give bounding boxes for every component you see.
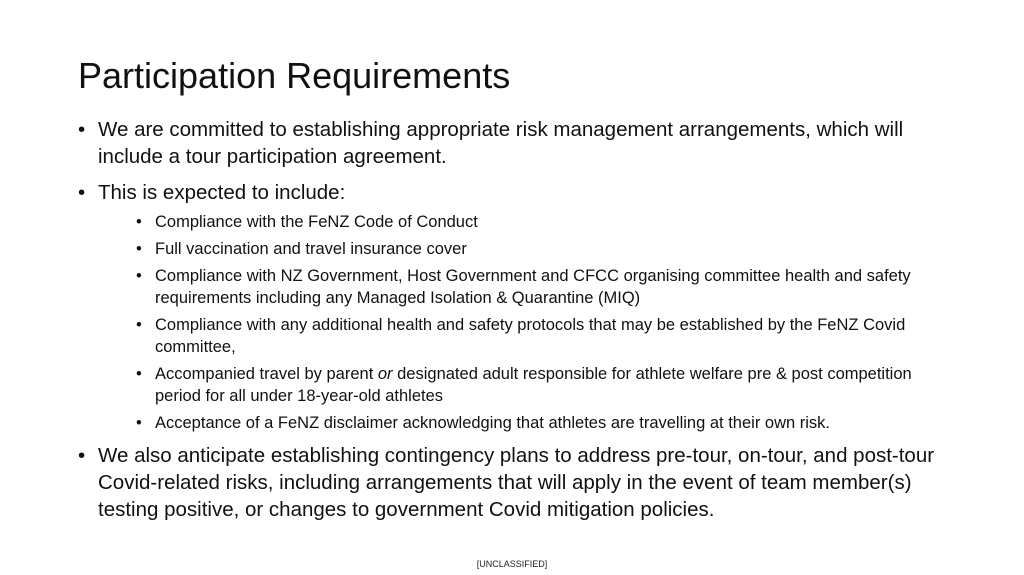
bullet-icon: • bbox=[78, 444, 86, 467]
bullet-text: We also anticipate establishing contingency plans to address pre-tour, on-tour, and post-tour Covid-related risks, including arrangements that will apply in the event of team member(s) testing positive, or changes to government Covid mitigation policies. bbox=[98, 444, 935, 521]
bullet-icon: • bbox=[78, 118, 86, 141]
bullet-icon: • bbox=[136, 267, 142, 285]
bullet-icon: • bbox=[136, 240, 142, 258]
sub-bullet-text: Compliance with NZ Government, Host Government and CFCC organising committee health and safety requirements including any Managed Isolation & Quarantine (MIQ) bbox=[155, 267, 911, 307]
sub-bullet-text-part: designated adult responsible for athlete welfare pre & post competition period for all under 18-year-old athletes bbox=[155, 365, 912, 405]
bullet-icon: • bbox=[136, 414, 142, 432]
bullet-icon: • bbox=[136, 365, 142, 383]
sub-bullet-item bbox=[98, 363, 955, 407]
bullet-icon: • bbox=[136, 213, 142, 231]
sub-bullet-text: Compliance with any additional health and safety protocols that may be established by the FeNZ Covid committee, bbox=[155, 316, 906, 356]
bullet-item-contingency bbox=[78, 442, 958, 523]
sub-bullet-list bbox=[98, 211, 958, 434]
sub-bullet-text: Acceptance of a FeNZ disclaimer acknowledging that athletes are travelling at their own risk. bbox=[155, 414, 830, 432]
bullet-item-expected bbox=[78, 179, 958, 434]
bullet-list bbox=[78, 116, 958, 523]
slide-title: Participation Requirements bbox=[78, 55, 511, 96]
bullet-icon: • bbox=[136, 316, 142, 334]
bullet-text: We are committed to establishing appropriate risk management arrangements, which will include a tour participation agreement. bbox=[98, 118, 904, 168]
sub-bullet-item bbox=[98, 238, 955, 260]
sub-bullet-item bbox=[98, 314, 955, 358]
sub-bullet-text: Full vaccination and travel insurance cover bbox=[155, 240, 467, 258]
sub-bullet-text-part: Accompanied travel by parent bbox=[155, 365, 378, 383]
classification-footer: [UNCLASSIFIED] bbox=[476, 559, 548, 569]
bullet-item-commitment bbox=[78, 116, 958, 170]
slide-body bbox=[78, 116, 958, 532]
bullet-icon: • bbox=[78, 181, 86, 204]
sub-bullet-item bbox=[98, 265, 955, 309]
bullet-text: This is expected to include: bbox=[98, 181, 346, 204]
emphasis-text: or bbox=[377, 365, 393, 383]
sub-bullet-text bbox=[155, 365, 912, 405]
sub-bullet-item bbox=[98, 211, 955, 233]
sub-bullet-item bbox=[98, 412, 955, 434]
sub-bullet-text: Compliance with the FeNZ Code of Conduct bbox=[155, 213, 478, 231]
